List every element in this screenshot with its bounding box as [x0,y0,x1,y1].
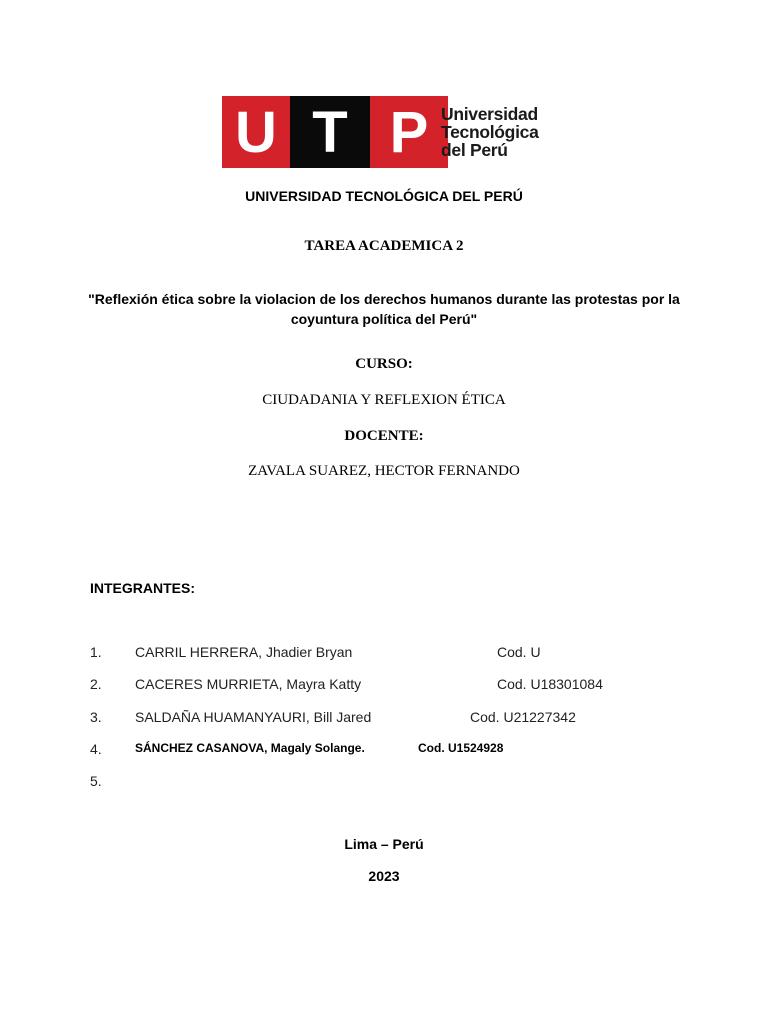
member-name: SÁNCHEZ CASANOVA, Magaly Solange. [135,741,365,755]
teacher-value: ZAVALA SUAREZ, HECTOR FERNANDO [248,463,520,479]
university-name: UNIVERSIDAD TECNOLÓGICA DEL PERÚ [245,188,523,204]
utp-logo [222,96,542,168]
member-name: CACERES MURRIETA, Mayra Katty [135,676,362,692]
logo-letter-p: P [370,96,448,168]
member-code: Cod. U1524928 [418,741,504,755]
member-number: 1. [90,644,102,660]
member-name: SALDAÑA HUAMANYAURI, Bill Jared [135,709,372,725]
teacher-label: DOCENTE: [344,428,424,444]
logo-letter-u: U [222,96,290,168]
member-number: 5. [90,773,102,789]
member-number: 2. [90,676,102,692]
document-title: "Reflexión ética sobre la violacion de los derechos humanos durante las protestas por la coyuntura política del Perú" [88,291,680,327]
year-text: 2023 [368,868,400,884]
course-label: CURSO: [355,356,413,372]
member-name: CARRIL HERRERA, Jhadier Bryan [135,644,353,660]
logo-wordmark-line-1: Universidad [441,104,538,124]
assignment-title: TAREA ACADEMICA 2 [304,238,464,254]
place-text: Lima – Perú [344,836,424,852]
member-code: Cod. U21227342 [470,709,576,725]
members-heading: INTEGRANTES: [90,580,195,596]
member-number: 3. [90,709,102,725]
member-code: Cod. U [497,644,541,660]
logo-wordmark-line-3: del Perú [441,140,508,160]
logo-wordmark [441,105,551,159]
course-value: CIUDADANIA Y REFLEXION ÉTICA [262,392,506,408]
member-code: Cod. U18301084 [497,676,603,692]
logo-letter-t: T [290,96,370,168]
member-number: 4. [90,741,102,757]
logo-wordmark-line-2: Tecnológica [441,122,539,142]
